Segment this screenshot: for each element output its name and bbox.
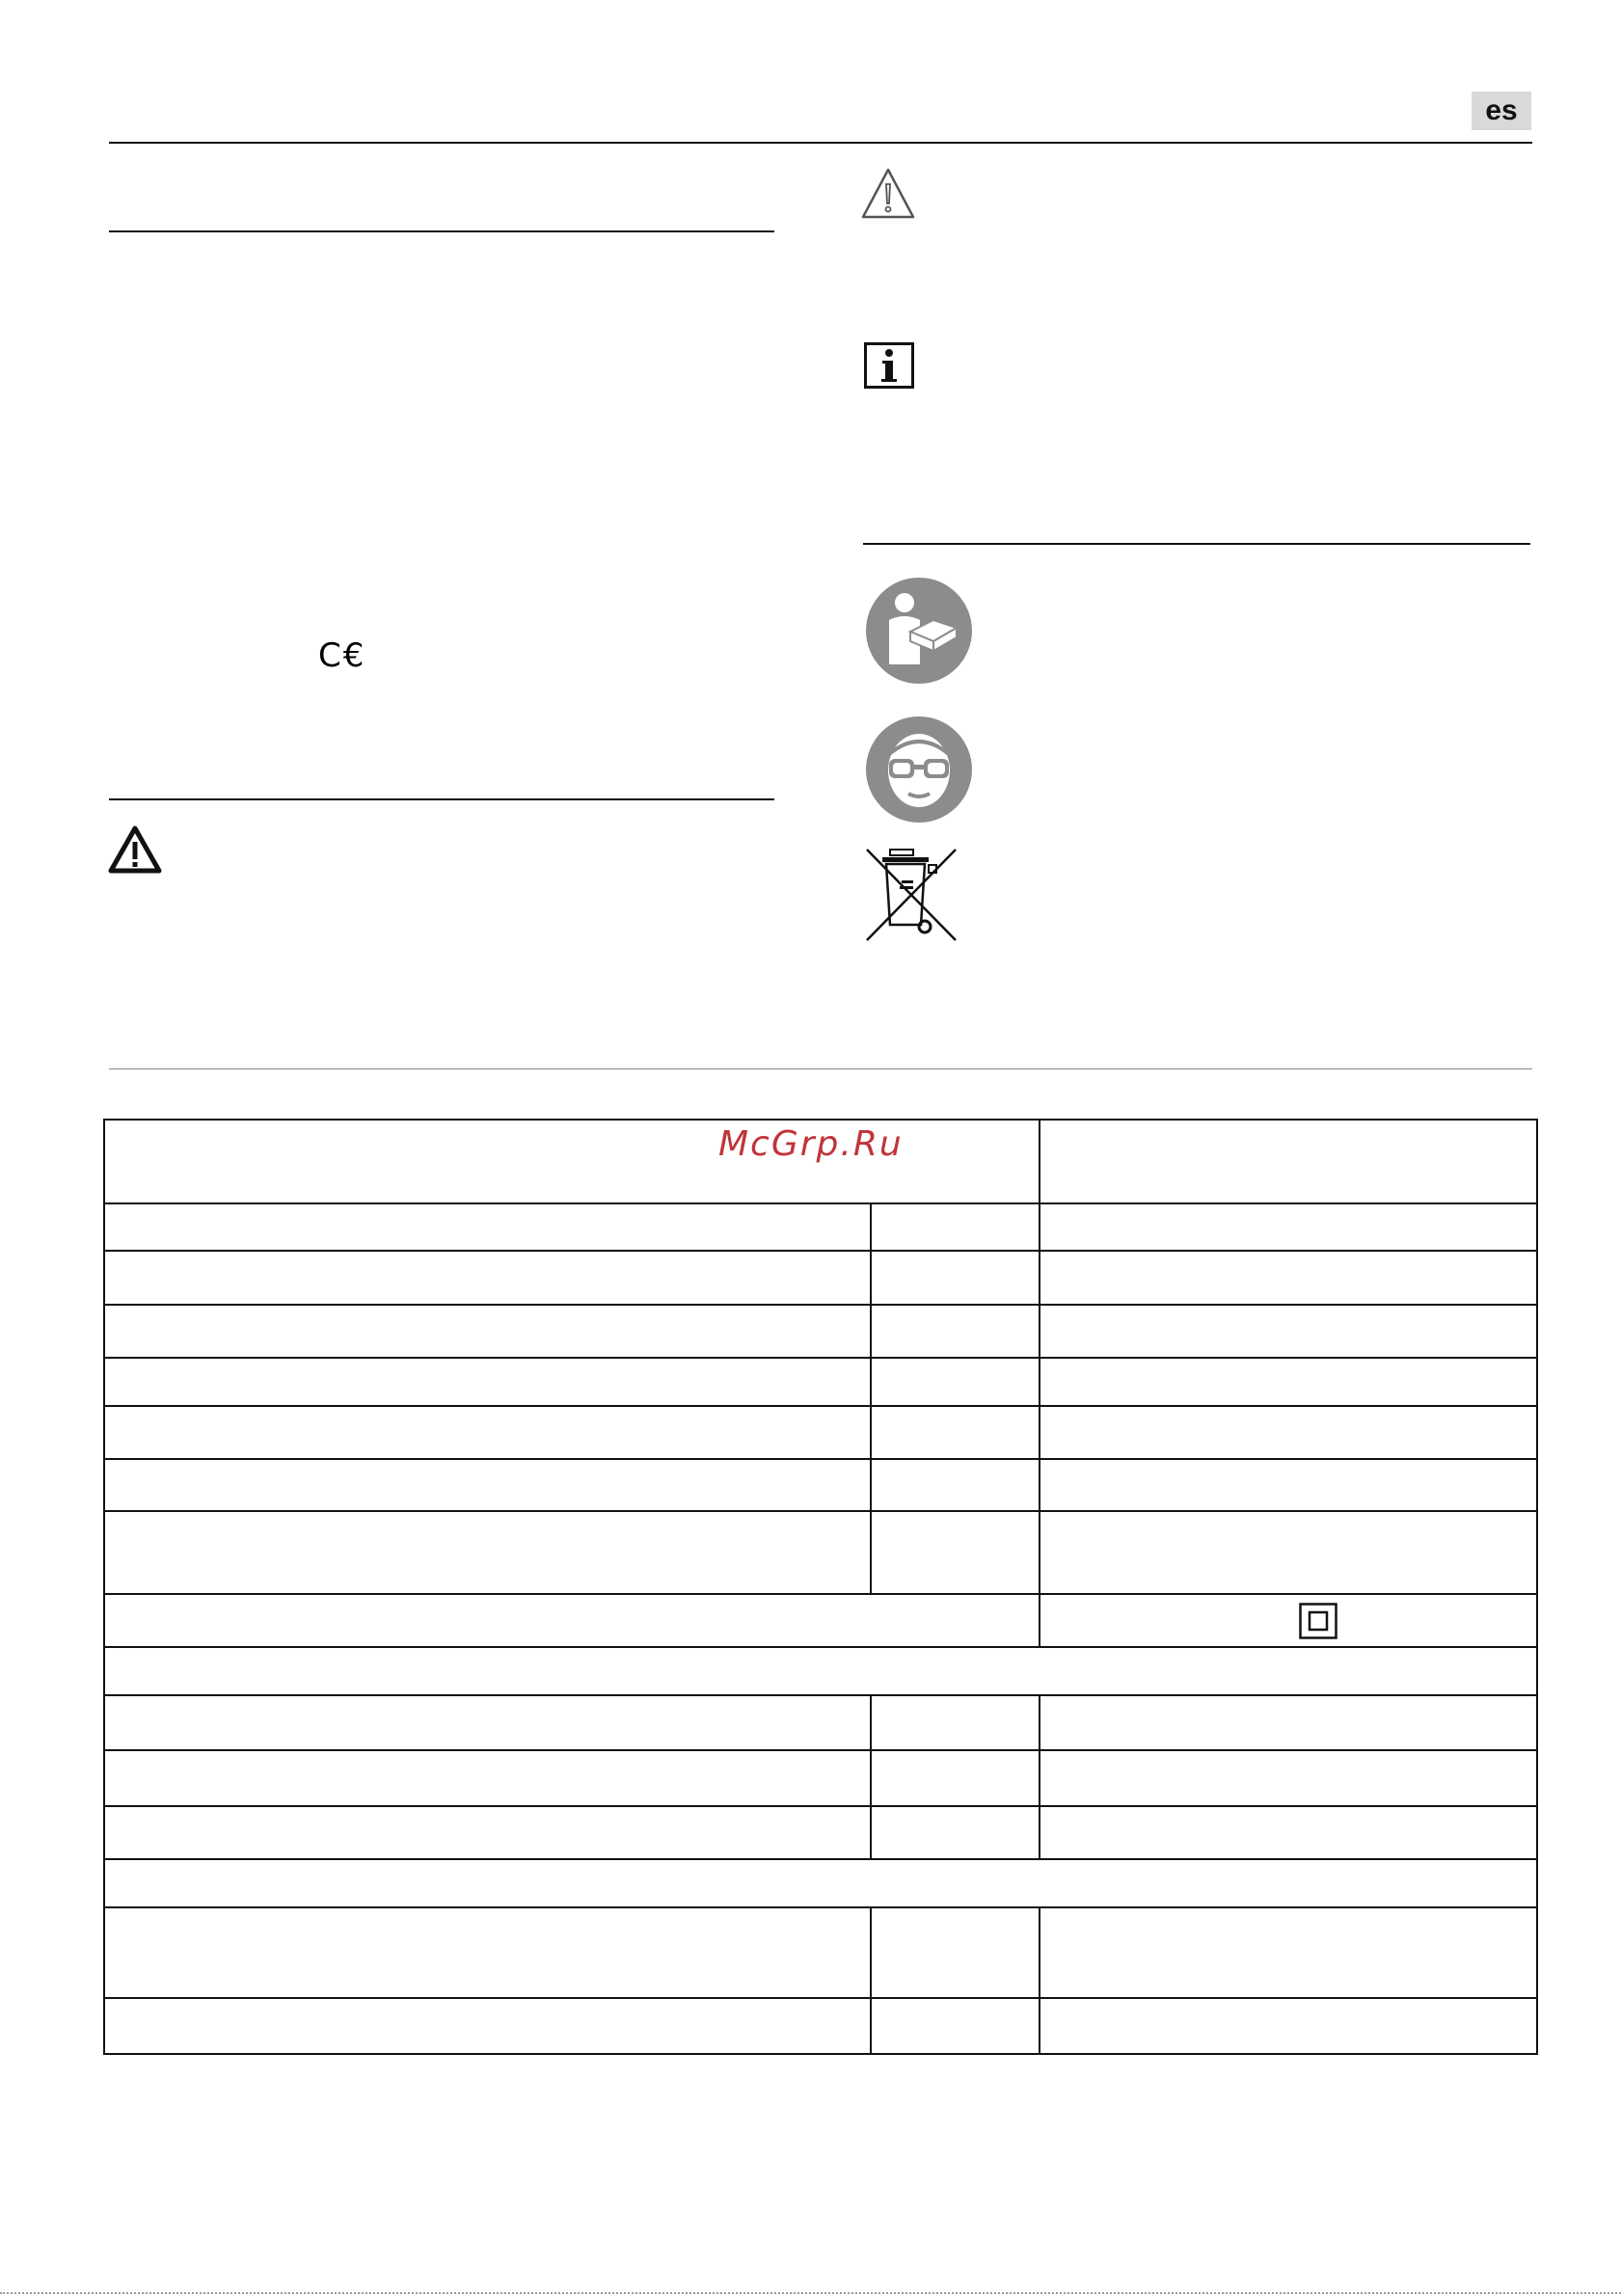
- watermark-text: McGrp.Ru: [718, 1124, 904, 1164]
- warning-triangle-icon: [108, 824, 162, 879]
- table-cell: [104, 1806, 871, 1859]
- table-cell: [1040, 1251, 1537, 1305]
- table-row: [104, 1511, 1537, 1594]
- spec-table: [103, 1119, 1538, 2055]
- table-row: [104, 1358, 1537, 1406]
- table-cell: [104, 1406, 871, 1459]
- table-cell: [1040, 1406, 1537, 1459]
- eye-protection-icon: [866, 716, 972, 827]
- table-cell: [104, 1459, 871, 1511]
- table-row: [104, 1459, 1537, 1511]
- table-row: [104, 1695, 1537, 1750]
- page-bottom-rule: [0, 2292, 1621, 2295]
- table-cell: [871, 1459, 1040, 1511]
- table-cell: [1040, 1907, 1537, 1998]
- table-row-protection-class: [104, 1594, 1537, 1647]
- table-cell: [871, 1750, 1040, 1806]
- table-row: [104, 1806, 1537, 1859]
- table-cell: [1040, 1203, 1537, 1251]
- table-cell: [104, 1998, 871, 2054]
- table-cell: [1040, 1806, 1537, 1859]
- table-row: [104, 1907, 1537, 1998]
- table-cell: [1040, 1358, 1537, 1406]
- ce-mark: C€: [318, 636, 366, 675]
- table-row-section: [104, 1647, 1537, 1695]
- section-rule-left-1: [109, 230, 774, 232]
- table-cell: [104, 1647, 1537, 1695]
- table-cell: [1040, 1594, 1537, 1647]
- table-cell: [104, 1695, 871, 1750]
- table-cell: [1040, 1120, 1537, 1203]
- table-row: [104, 1305, 1537, 1358]
- table-cell: [871, 1907, 1040, 1998]
- table-cell: [871, 1695, 1040, 1750]
- table-cell: [1040, 1511, 1537, 1594]
- language-badge: es: [1472, 92, 1531, 130]
- table-cell: [104, 1594, 1040, 1647]
- table-cell: [104, 1750, 871, 1806]
- header-rule: [109, 142, 1532, 144]
- info-icon: [864, 342, 914, 393]
- table-cell: [1040, 1695, 1537, 1750]
- crossed-out-bin-icon: [865, 848, 958, 947]
- table-cell: [104, 1358, 871, 1406]
- table-cell: [104, 1305, 871, 1358]
- table-row: [104, 1750, 1537, 1806]
- table-cell: [1040, 1459, 1537, 1511]
- table-cell: [1040, 1750, 1537, 1806]
- table-cell: [104, 1859, 1537, 1907]
- warning-triangle-icon-outline: [861, 167, 915, 226]
- table-row: [104, 1251, 1537, 1305]
- table-cell: [104, 1511, 871, 1594]
- table-cell: [871, 1251, 1040, 1305]
- table-cell: [1040, 1305, 1537, 1358]
- table-cell: [871, 1511, 1040, 1594]
- table-cell: [104, 1203, 871, 1251]
- table-row: [104, 1998, 1537, 2054]
- table-cell: [104, 1251, 871, 1305]
- table-row-section: [104, 1859, 1537, 1907]
- table-cell: [871, 1406, 1040, 1459]
- table-cell: [871, 1998, 1040, 2054]
- read-manual-icon: [866, 578, 972, 689]
- table-cell: [871, 1305, 1040, 1358]
- table-separator-rule: [109, 1068, 1532, 1069]
- double-insulation-icon: [1299, 1603, 1337, 1644]
- section-rule-right: [863, 543, 1530, 545]
- table-row: [104, 1203, 1537, 1251]
- table-row: [104, 1406, 1537, 1459]
- table-cell: [871, 1806, 1040, 1859]
- section-rule-left-2: [109, 798, 774, 800]
- table-cell: [871, 1203, 1040, 1251]
- table-cell: [104, 1907, 871, 1998]
- table-cell: [1040, 1998, 1537, 2054]
- table-cell: [871, 1358, 1040, 1406]
